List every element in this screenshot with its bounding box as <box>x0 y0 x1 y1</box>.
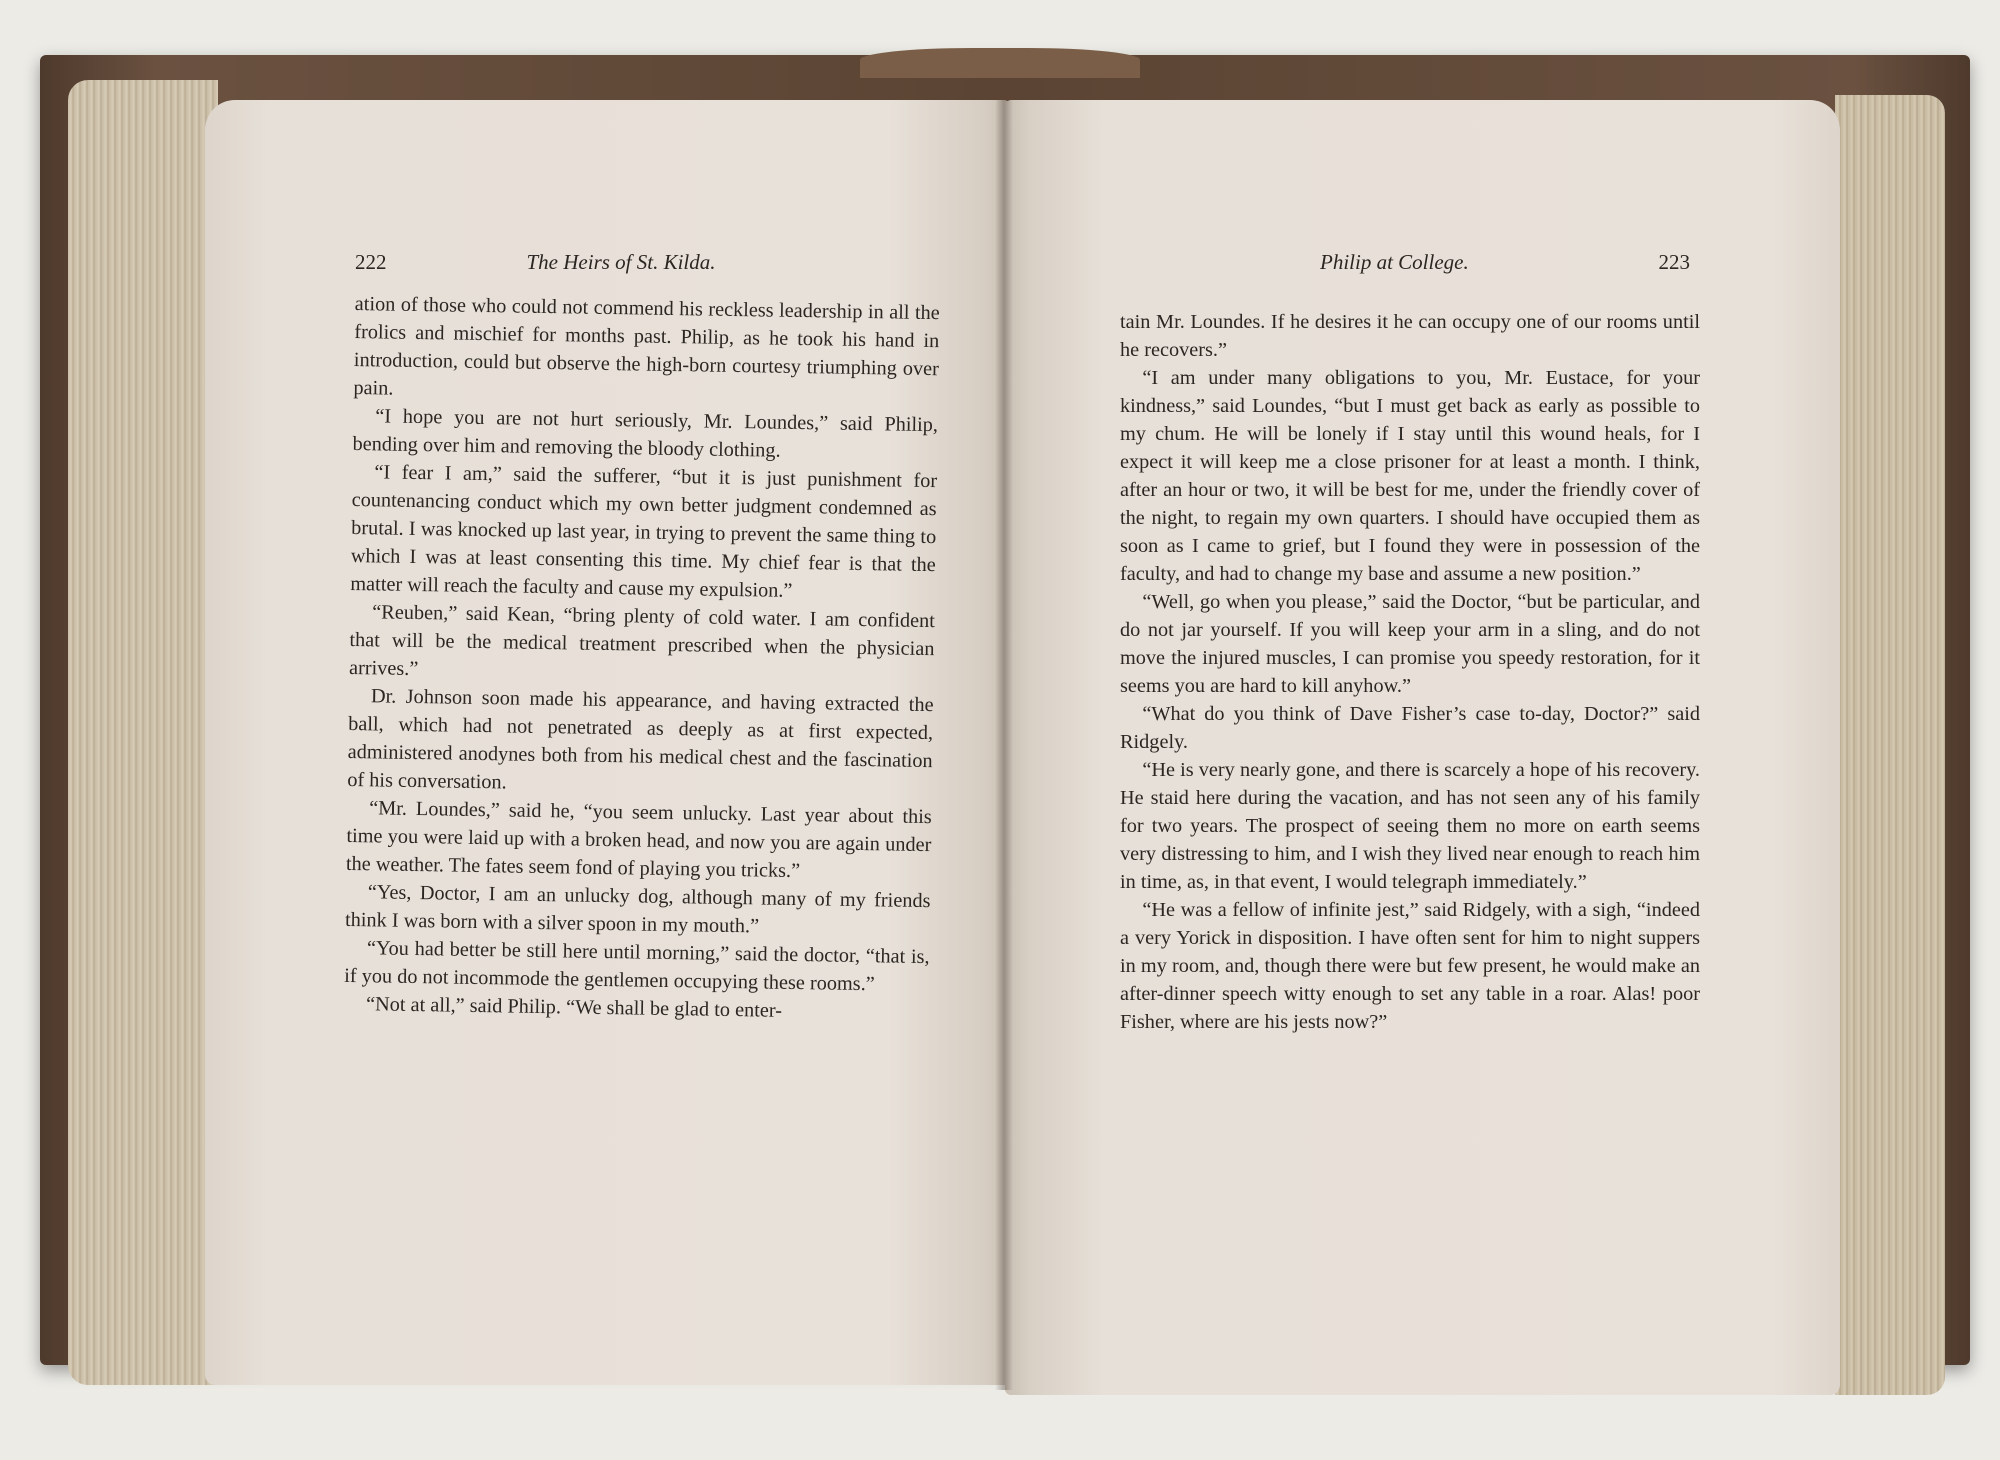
paragraph: “I am under many obligations to you, Mr. Eustace, for your kindness,” said Loundes, “but I must get back as early as possible to my chum. He will be lonely if I stay until this wound heals, for I expect it will keep me a close prisoner for at least a month. I think, after an hour or two, it will be best for me, under the friendly cover of the night, to regain my own quarters. I should have occupied them as soon as I came to grief, but I found they were in possession of the faculty, and had to change my base and assume a new position.” <box>1120 367 1700 585</box>
paragraph: “I hope you are not hurt seriously, Mr. Loundes,” said Philip, bending over him and removing the bloody clothing. <box>352 405 939 462</box>
left-page <box>205 100 1010 1385</box>
paragraph: “He was a fellow of infinite jest,” said Ridgely, with a sigh, “indeed a very Yorick in disposition. I have often sent for him to night suppers in my room, and, though there were but few present, he would make an after-dinner speech witty enough to set any table in a roar. Alas! poor Fisher, where are his jests now?” <box>1120 899 1700 1033</box>
paragraph: tain Mr. Loundes. If he desires it he can occupy one of our rooms until he recovers.” <box>1120 311 1700 361</box>
running-title: Philip at College. <box>1320 250 1469 274</box>
right-page-edges <box>1835 95 1945 1395</box>
paragraph: “Mr. Loundes,” said he, “you seem unlucky. Last year about this time you were laid up with a broken head, and now you are again under the weather. The fates seem fond of playing you tricks.” <box>345 797 932 883</box>
paragraph: “What do you think of Dave Fisher’s case to-day, Doctor?” said Ridgely. <box>1120 703 1700 753</box>
paragraph: “Reuben,” said Kean, “bring plenty of cold water. I am confident that will be the medical treatment prescribed when the physician arrives.” <box>348 601 936 681</box>
book-gutter <box>995 100 1013 1390</box>
page-number: 222 <box>355 250 387 274</box>
paragraph: “He is very nearly gone, and there is scarcely a hope of his recovery. He staid here during the vacation, and has not seen any of his family for two years. The prospect of seeing them no more on earth seems very distressing to him, and I wish they lived near enough to reach him in time, as, in that event, I would telegraph immediately.” <box>1120 759 1700 893</box>
running-title: The Heirs of St. Kilda. <box>526 250 716 274</box>
right-page <box>1005 100 1840 1395</box>
paragraph: “I fear I am,” said the sufferer, “but it is just punishment for countenancing conduct which my own better judgment condemned as brutal. I was knocked up last year, in trying to prevent the same thing to which I was at least consenting this time. My chief fear is that the matter will reach the faculty and cause my expulsion.” <box>350 461 938 602</box>
right-page-header <box>1120 250 1690 275</box>
paragraph: “You had better be still here until morning,” said the doctor, “that is, if you do not incommode the gentlemen occupying these rooms.” <box>344 937 930 996</box>
paragraph: ation of those who could not commend his reckless leadership in all the frolics and mischief for months past. Philip, as he took his hand in introduction, could but observe the high-born courtesy triumphing over pain. <box>353 292 940 400</box>
paragraph: “Yes, Doctor, I am an unlucky dog, although many of my friends think I was born with a silver spoon in my mouth.” <box>344 881 931 938</box>
paragraph: “Not at all,” said Philip. “We shall be glad to enter- <box>365 993 783 1022</box>
right-page-body <box>1120 308 1700 1036</box>
left-page-header <box>355 250 965 275</box>
paragraph: “Well, go when you please,” said the Doctor, “but be particular, and do not jar yourself. If you will keep your arm in a sling, and do not move the injured muscles, I can promise you speedy restoration, for it seems you are hard to kill anyhow.” <box>1120 591 1700 697</box>
page-number: 223 <box>1658 250 1690 274</box>
paragraph: Dr. Johnson soon made his appearance, and having extracted the ball, which had not penetrated as deeply as at first expected, administered anodynes both from his medical chest and the fascination of his conversation. <box>347 685 934 794</box>
book-spine <box>860 48 1140 78</box>
left-page-edges <box>68 80 218 1385</box>
left-page-body <box>344 290 940 1027</box>
